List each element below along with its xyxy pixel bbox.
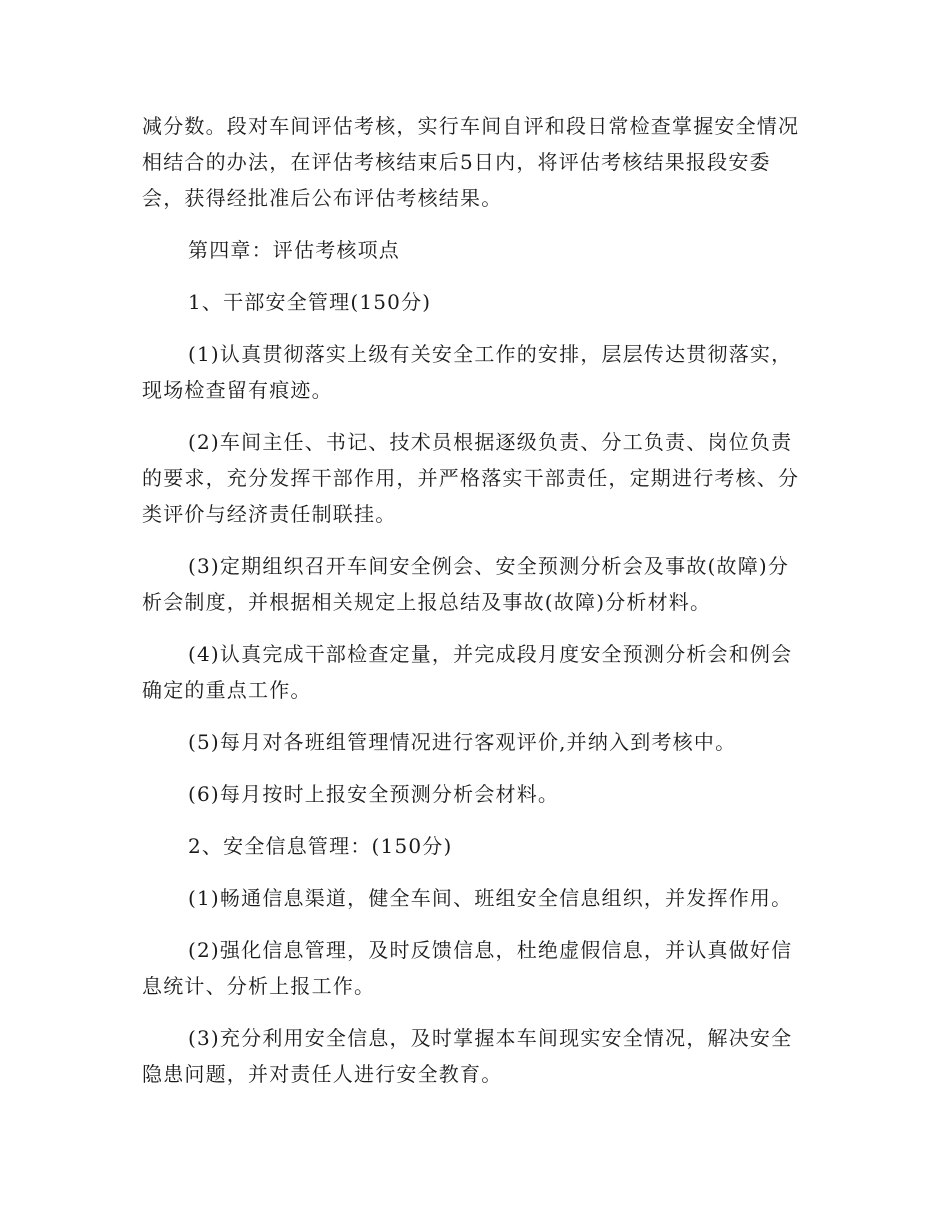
- list-item: (6)每月按时上报安全预测分析会材料。: [188, 782, 560, 806]
- chapter-heading: 第四章：评估考核项点: [188, 238, 400, 262]
- list-item: (2)强化信息管理，及时反馈信息，杜绝虚假信息，并认真做好信息统计、分析上报工作。: [142, 938, 793, 998]
- document-body: [142, 108, 810, 1108]
- list-item: (3)充分利用安全信息，及时掌握本车间现实安全情况，解决安全隐患问题，并对责任人进行安全教育。: [142, 1026, 793, 1086]
- list-item: (5)每月对各班组管理情况进行客观评价,并纳入到考核中。: [188, 730, 737, 754]
- section-heading: 2、安全信息管理：(150分): [188, 834, 453, 858]
- list-item: (1)认真贯彻落实上级有关安全工作的安排，层层传达贯彻落实，现场检查留有痕迹。: [142, 342, 793, 402]
- paragraph: 减分数。段对车间评估考核，实行车间自评和段日常检查掌握安全情况相结合的办法，在评估考核结束后5日内，将评估考核结果报段安委会，获得经批准后公布评估考核结果。: [142, 114, 800, 210]
- list-item: (4)认真完成干部检查定量，并完成段月度安全预测分析会和例会确定的重点工作。: [142, 642, 793, 702]
- list-item: (2)车间主任、书记、技术员根据逐级负责、分工负责、岗位负责的要求，充分发挥干部作用，并严格落实干部责任，定期进行考核、分类评价与经济责任制联挂。: [142, 430, 800, 526]
- list-item: (3)定期组织召开车间安全例会、安全预测分析会及事故(故障)分析会制度，并根据相关规定上报总结及事故(故障)分析材料。: [142, 554, 790, 614]
- list-item: (1)畅通信息渠道，健全车间、班组安全信息组织，并发挥作用。: [188, 886, 793, 910]
- section-heading: 1、干部安全管理(150分): [188, 290, 432, 314]
